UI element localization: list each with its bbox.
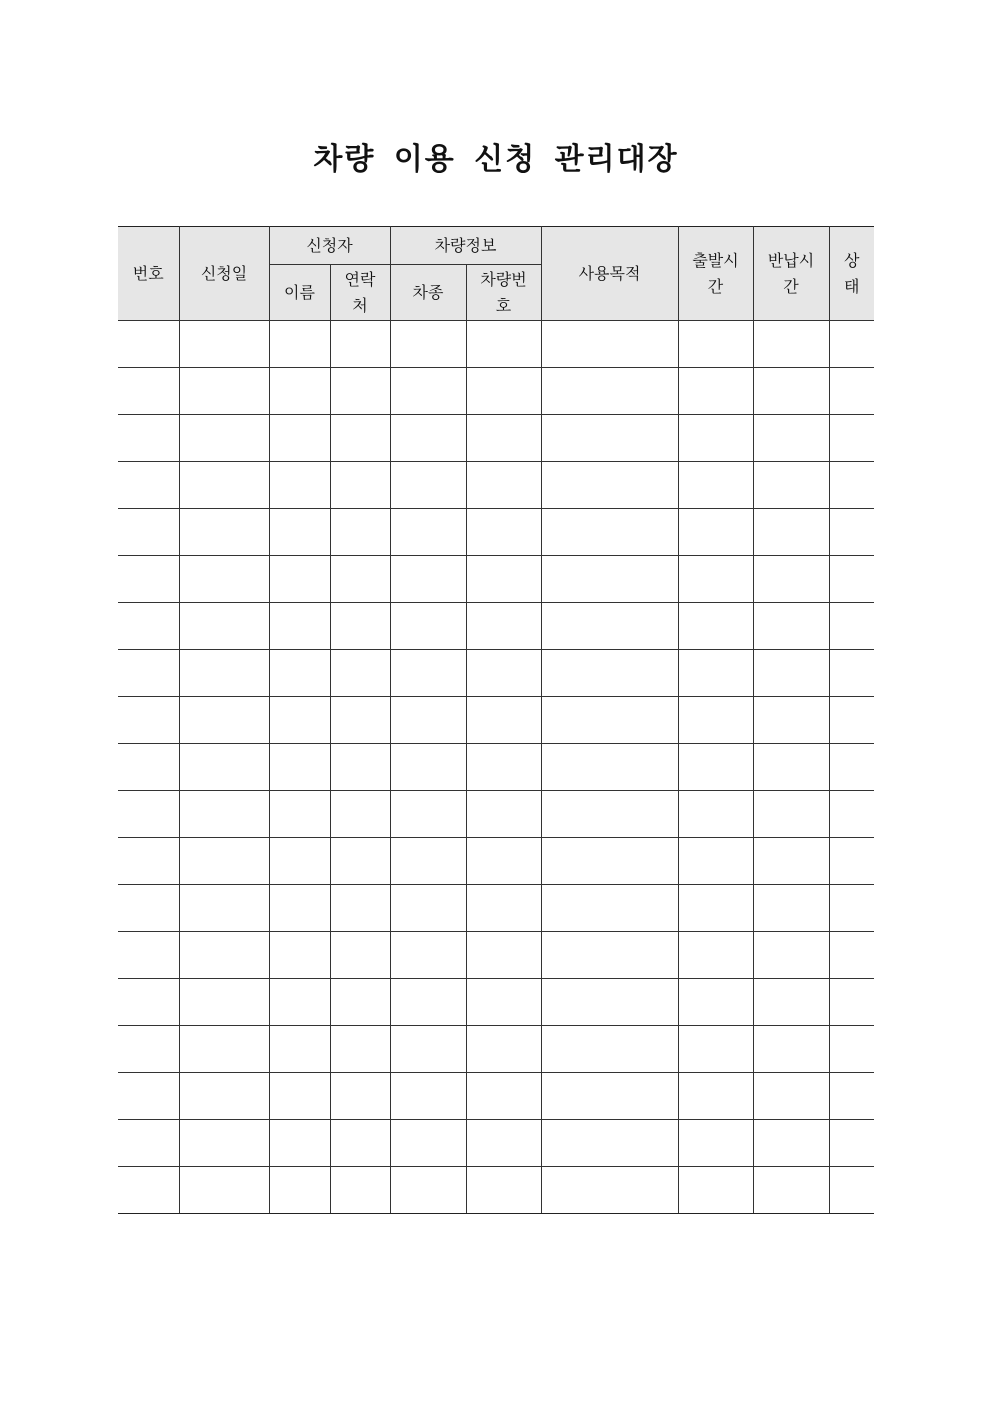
cell-number[interactable] — [118, 1026, 179, 1073]
cell-departure-time[interactable] — [678, 744, 753, 791]
cell-status[interactable] — [829, 885, 874, 932]
cell-vehicle-type[interactable] — [390, 791, 466, 838]
table-row — [118, 556, 874, 603]
header-vehicle-number: 차량번 호 — [466, 265, 541, 321]
cell-applicant-name[interactable] — [269, 650, 330, 697]
table-row — [118, 415, 874, 462]
cell-departure-time[interactable] — [678, 603, 753, 650]
cell-status[interactable] — [829, 556, 874, 603]
cell-status[interactable] — [829, 979, 874, 1026]
cell-applicant-name[interactable] — [269, 697, 330, 744]
cell-number[interactable] — [118, 791, 179, 838]
cell-applicant-name[interactable] — [269, 321, 330, 368]
cell-vehicle-number[interactable] — [466, 932, 541, 979]
cell-departure-time[interactable] — [678, 838, 753, 885]
header-departure-time: 출발시 간 — [678, 227, 753, 321]
cell-number[interactable] — [118, 697, 179, 744]
cell-vehicle-number[interactable] — [466, 509, 541, 556]
cell-departure-time[interactable] — [678, 1120, 753, 1167]
table-row — [118, 509, 874, 556]
cell-status[interactable] — [829, 838, 874, 885]
table-row — [118, 321, 874, 368]
cell-return-time[interactable] — [753, 1073, 829, 1120]
cell-status[interactable] — [829, 791, 874, 838]
cell-status[interactable] — [829, 1120, 874, 1167]
cell-departure-time[interactable] — [678, 368, 753, 415]
cell-apply-date[interactable] — [179, 744, 269, 791]
cell-vehicle-number[interactable] — [466, 697, 541, 744]
cell-departure-time[interactable] — [678, 791, 753, 838]
cell-vehicle-type[interactable] — [390, 415, 466, 462]
cell-number[interactable] — [118, 932, 179, 979]
cell-vehicle-number[interactable] — [466, 838, 541, 885]
cell-apply-date[interactable] — [179, 791, 269, 838]
table-row — [118, 697, 874, 744]
cell-applicant-contact[interactable] — [330, 368, 390, 415]
cell-purpose[interactable] — [541, 509, 678, 556]
cell-departure-time[interactable] — [678, 462, 753, 509]
cell-purpose[interactable] — [541, 697, 678, 744]
cell-applicant-name[interactable] — [269, 791, 330, 838]
cell-vehicle-type[interactable] — [390, 603, 466, 650]
header-applicant-group: 신청자 — [269, 227, 390, 265]
table-row — [118, 1026, 874, 1073]
cell-purpose[interactable] — [541, 744, 678, 791]
cell-return-time[interactable] — [753, 462, 829, 509]
cell-number[interactable] — [118, 368, 179, 415]
cell-applicant-name[interactable] — [269, 885, 330, 932]
cell-status[interactable] — [829, 368, 874, 415]
cell-vehicle-type[interactable] — [390, 1167, 466, 1214]
cell-return-time[interactable] — [753, 932, 829, 979]
cell-number[interactable] — [118, 603, 179, 650]
cell-return-time[interactable] — [753, 650, 829, 697]
cell-status[interactable] — [829, 744, 874, 791]
header-apply-date: 신청일 — [179, 227, 269, 321]
cell-status[interactable] — [829, 697, 874, 744]
cell-purpose[interactable] — [541, 1026, 678, 1073]
cell-apply-date[interactable] — [179, 650, 269, 697]
cell-status[interactable] — [829, 1167, 874, 1214]
vehicle-usage-register-table — [118, 226, 874, 1214]
cell-status[interactable] — [829, 650, 874, 697]
cell-applicant-contact[interactable] — [330, 603, 390, 650]
header-status: 상 태 — [829, 227, 874, 321]
cell-vehicle-number[interactable] — [466, 415, 541, 462]
cell-applicant-contact[interactable] — [330, 979, 390, 1026]
cell-purpose[interactable] — [541, 1073, 678, 1120]
table-row — [118, 603, 874, 650]
cell-vehicle-number[interactable] — [466, 1026, 541, 1073]
cell-vehicle-number[interactable] — [466, 979, 541, 1026]
cell-purpose[interactable] — [541, 415, 678, 462]
cell-return-time[interactable] — [753, 368, 829, 415]
cell-vehicle-number[interactable] — [466, 556, 541, 603]
cell-apply-date[interactable] — [179, 979, 269, 1026]
cell-applicant-contact[interactable] — [330, 791, 390, 838]
table-row — [118, 1073, 874, 1120]
cell-status[interactable] — [829, 415, 874, 462]
header-number: 번호 — [118, 227, 179, 321]
cell-status[interactable] — [829, 462, 874, 509]
cell-applicant-name[interactable] — [269, 838, 330, 885]
header-applicant-contact: 연락 처 — [330, 265, 390, 321]
cell-applicant-name[interactable] — [269, 415, 330, 462]
cell-applicant-name[interactable] — [269, 603, 330, 650]
cell-vehicle-number[interactable] — [466, 603, 541, 650]
cell-vehicle-number[interactable] — [466, 885, 541, 932]
cell-vehicle-number[interactable] — [466, 321, 541, 368]
cell-applicant-name[interactable] — [269, 932, 330, 979]
table-row — [118, 932, 874, 979]
cell-return-time[interactable] — [753, 885, 829, 932]
cell-applicant-name[interactable] — [269, 462, 330, 509]
cell-applicant-contact[interactable] — [330, 1073, 390, 1120]
cell-purpose[interactable] — [541, 603, 678, 650]
cell-vehicle-type[interactable] — [390, 509, 466, 556]
cell-purpose[interactable] — [541, 1120, 678, 1167]
cell-applicant-name[interactable] — [269, 1167, 330, 1214]
cell-number[interactable] — [118, 556, 179, 603]
cell-applicant-contact[interactable] — [330, 1120, 390, 1167]
cell-apply-date[interactable] — [179, 603, 269, 650]
cell-departure-time[interactable] — [678, 979, 753, 1026]
cell-applicant-contact[interactable] — [330, 838, 390, 885]
cell-apply-date[interactable] — [179, 462, 269, 509]
cell-return-time[interactable] — [753, 1167, 829, 1214]
table-row — [118, 462, 874, 509]
cell-applicant-contact[interactable] — [330, 885, 390, 932]
cell-return-time[interactable] — [753, 415, 829, 462]
cell-applicant-name[interactable] — [269, 1120, 330, 1167]
cell-vehicle-number[interactable] — [466, 1120, 541, 1167]
cell-apply-date[interactable] — [179, 556, 269, 603]
cell-vehicle-number[interactable] — [466, 462, 541, 509]
cell-apply-date[interactable] — [179, 321, 269, 368]
cell-status[interactable] — [829, 509, 874, 556]
cell-purpose[interactable] — [541, 650, 678, 697]
cell-departure-time[interactable] — [678, 650, 753, 697]
cell-vehicle-number[interactable] — [466, 368, 541, 415]
cell-purpose[interactable] — [541, 321, 678, 368]
cell-vehicle-type[interactable] — [390, 979, 466, 1026]
cell-vehicle-type[interactable] — [390, 321, 466, 368]
cell-number[interactable] — [118, 1120, 179, 1167]
cell-departure-time[interactable] — [678, 1073, 753, 1120]
cell-applicant-name[interactable] — [269, 556, 330, 603]
cell-applicant-contact[interactable] — [330, 415, 390, 462]
cell-departure-time[interactable] — [678, 885, 753, 932]
cell-apply-date[interactable] — [179, 1167, 269, 1214]
cell-purpose[interactable] — [541, 979, 678, 1026]
cell-apply-date[interactable] — [179, 1120, 269, 1167]
table-row — [118, 885, 874, 932]
cell-purpose[interactable] — [541, 462, 678, 509]
cell-return-time[interactable] — [753, 838, 829, 885]
header-purpose: 사용목적 — [541, 227, 678, 321]
cell-status[interactable] — [829, 1073, 874, 1120]
cell-vehicle-type[interactable] — [390, 744, 466, 791]
cell-vehicle-type[interactable] — [390, 368, 466, 415]
cell-apply-date[interactable] — [179, 1026, 269, 1073]
cell-apply-date[interactable] — [179, 932, 269, 979]
cell-applicant-name[interactable] — [269, 1026, 330, 1073]
cell-apply-date[interactable] — [179, 885, 269, 932]
cell-purpose[interactable] — [541, 885, 678, 932]
cell-vehicle-number[interactable] — [466, 1167, 541, 1214]
cell-return-time[interactable] — [753, 1120, 829, 1167]
cell-status[interactable] — [829, 321, 874, 368]
table-row — [118, 744, 874, 791]
cell-status[interactable] — [829, 603, 874, 650]
header-return-time: 반납시 간 — [753, 227, 829, 321]
cell-applicant-contact[interactable] — [330, 650, 390, 697]
cell-return-time[interactable] — [753, 697, 829, 744]
cell-number[interactable] — [118, 462, 179, 509]
table-row — [118, 368, 874, 415]
cell-purpose[interactable] — [541, 368, 678, 415]
cell-purpose[interactable] — [541, 791, 678, 838]
cell-vehicle-number[interactable] — [466, 1073, 541, 1120]
cell-vehicle-type[interactable] — [390, 1073, 466, 1120]
cell-return-time[interactable] — [753, 603, 829, 650]
cell-vehicle-type[interactable] — [390, 885, 466, 932]
cell-departure-time[interactable] — [678, 1167, 753, 1214]
cell-departure-time[interactable] — [678, 697, 753, 744]
cell-number[interactable] — [118, 838, 179, 885]
cell-apply-date[interactable] — [179, 509, 269, 556]
cell-vehicle-number[interactable] — [466, 791, 541, 838]
cell-departure-time[interactable] — [678, 1026, 753, 1073]
cell-applicant-contact[interactable] — [330, 697, 390, 744]
cell-apply-date[interactable] — [179, 838, 269, 885]
cell-number[interactable] — [118, 1073, 179, 1120]
cell-applicant-name[interactable] — [269, 1073, 330, 1120]
cell-return-time[interactable] — [753, 1026, 829, 1073]
cell-applicant-contact[interactable] — [330, 321, 390, 368]
cell-applicant-name[interactable] — [269, 368, 330, 415]
cell-number[interactable] — [118, 509, 179, 556]
cell-departure-time[interactable] — [678, 509, 753, 556]
cell-vehicle-type[interactable] — [390, 556, 466, 603]
cell-number[interactable] — [118, 1167, 179, 1214]
cell-apply-date[interactable] — [179, 1073, 269, 1120]
cell-departure-time[interactable] — [678, 932, 753, 979]
cell-return-time[interactable] — [753, 556, 829, 603]
cell-status[interactable] — [829, 932, 874, 979]
table-row — [118, 1120, 874, 1167]
register-body — [118, 321, 874, 1214]
cell-applicant-contact[interactable] — [330, 556, 390, 603]
cell-departure-time[interactable] — [678, 556, 753, 603]
cell-applicant-name[interactable] — [269, 979, 330, 1026]
cell-number[interactable] — [118, 650, 179, 697]
cell-vehicle-type[interactable] — [390, 1026, 466, 1073]
cell-number[interactable] — [118, 415, 179, 462]
cell-apply-date[interactable] — [179, 697, 269, 744]
cell-departure-time[interactable] — [678, 321, 753, 368]
cell-vehicle-type[interactable] — [390, 462, 466, 509]
table-row — [118, 838, 874, 885]
cell-number[interactable] — [118, 321, 179, 368]
cell-vehicle-number[interactable] — [466, 650, 541, 697]
table-row — [118, 791, 874, 838]
cell-vehicle-type[interactable] — [390, 650, 466, 697]
cell-departure-time[interactable] — [678, 415, 753, 462]
cell-status[interactable] — [829, 1026, 874, 1073]
cell-applicant-contact[interactable] — [330, 744, 390, 791]
cell-vehicle-type[interactable] — [390, 697, 466, 744]
header-vehicle-group: 차량정보 — [390, 227, 541, 265]
cell-purpose[interactable] — [541, 556, 678, 603]
header-applicant-name: 이름 — [269, 265, 330, 321]
cell-apply-date[interactable] — [179, 415, 269, 462]
cell-applicant-contact[interactable] — [330, 932, 390, 979]
table-row — [118, 979, 874, 1026]
cell-number[interactable] — [118, 979, 179, 1026]
cell-purpose[interactable] — [541, 932, 678, 979]
header-vehicle-type: 차종 — [390, 265, 466, 321]
cell-vehicle-type[interactable] — [390, 1120, 466, 1167]
cell-apply-date[interactable] — [179, 368, 269, 415]
cell-applicant-contact[interactable] — [330, 462, 390, 509]
table-row — [118, 1167, 874, 1214]
page-title: 차량 이용 신청 관리대장 — [313, 142, 679, 177]
cell-number[interactable] — [118, 885, 179, 932]
cell-return-time[interactable] — [753, 979, 829, 1026]
cell-applicant-contact[interactable] — [330, 509, 390, 556]
cell-applicant-name[interactable] — [269, 744, 330, 791]
cell-vehicle-number[interactable] — [466, 744, 541, 791]
cell-applicant-name[interactable] — [269, 509, 330, 556]
cell-applicant-contact[interactable] — [330, 1167, 390, 1214]
cell-applicant-contact[interactable] — [330, 1026, 390, 1073]
cell-number[interactable] — [118, 744, 179, 791]
cell-vehicle-type[interactable] — [390, 932, 466, 979]
cell-return-time[interactable] — [753, 744, 829, 791]
cell-purpose[interactable] — [541, 1167, 678, 1214]
cell-return-time[interactable] — [753, 321, 829, 368]
cell-return-time[interactable] — [753, 509, 829, 556]
cell-purpose[interactable] — [541, 838, 678, 885]
table-row — [118, 650, 874, 697]
cell-vehicle-type[interactable] — [390, 838, 466, 885]
cell-return-time[interactable] — [753, 791, 829, 838]
